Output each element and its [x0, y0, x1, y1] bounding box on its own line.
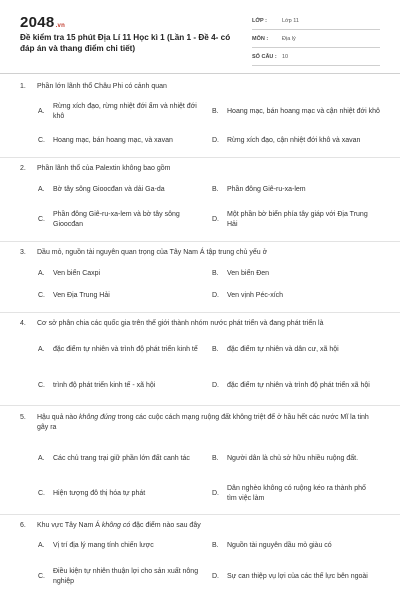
logo-suffix: .vn	[55, 23, 66, 29]
question-number: 2.	[20, 165, 26, 172]
option-letter: B.	[212, 542, 219, 549]
option-letter: A.	[38, 346, 45, 353]
option-c[interactable]	[38, 374, 208, 398]
option-text: Rừng xích đạo, cận nhiệt đới khô và xavan	[227, 137, 361, 144]
option-letter: C.	[38, 490, 45, 497]
question-prompt-part: trong các cuộc cách mạng ruộng đất không triệt để ở hầu hết các nước Mĩ la tinh gây ra	[37, 414, 369, 431]
option-letter: B.	[212, 270, 219, 277]
option-text: Ven biển Caxpi	[53, 270, 101, 277]
option-d[interactable]	[212, 135, 382, 147]
question-number: 6.	[20, 522, 26, 529]
info-row-class	[252, 12, 380, 30]
option-text: Các chủ trang trại giữ phần lớn đất canh tác	[53, 455, 190, 462]
question-text	[20, 82, 385, 92]
option-text: Ven vịnh Péc-xích	[227, 292, 284, 299]
option-d[interactable]	[212, 482, 382, 506]
option-c[interactable]	[38, 135, 208, 147]
option-text: Hoang mạc, bán hoang mạc, và xavan	[53, 137, 173, 144]
question-prompt: Phần lớn lãnh thổ Châu Phi có cảnh quan	[37, 83, 167, 90]
option-a[interactable]	[38, 184, 208, 196]
question-text	[20, 319, 385, 329]
option-text: Người dân là chủ sở hữu nhiều ruộng đất.	[227, 455, 359, 462]
option-letter: D.	[212, 216, 219, 223]
option-text: Nguồn tài nguyên dầu mỏ giàu có	[227, 542, 332, 549]
option-c[interactable]	[38, 208, 208, 232]
info-value: 10	[282, 53, 289, 60]
option-letter: A.	[38, 542, 45, 549]
option-b[interactable]	[212, 268, 382, 280]
page-header	[0, 0, 400, 70]
option-letter: B.	[212, 186, 219, 193]
option-d[interactable]	[212, 374, 382, 398]
option-text: Ven biển Đen	[227, 270, 270, 277]
info-label: SỐ CÂU :	[252, 53, 277, 60]
question-number: 3.	[20, 249, 26, 256]
option-d[interactable]	[212, 565, 382, 589]
option-c[interactable]	[38, 290, 208, 302]
option-text: đặc điểm tự nhiên và trình độ phát triển kinh tế	[53, 346, 198, 353]
question-divider	[0, 241, 400, 242]
question-prompt-emphasis: không có	[101, 522, 131, 529]
info-label: MÔN :	[252, 35, 269, 42]
question-divider	[0, 514, 400, 515]
option-a[interactable]	[38, 540, 208, 552]
option-c[interactable]	[38, 565, 208, 589]
option-text: Vị trí địa lý mang tính chiến lược	[53, 542, 154, 549]
question-prompt: Dầu mỏ, nguồn tài nguyên quan trọng của Tây Nam Á tập trung chủ yếu ở	[37, 249, 268, 256]
option-letter: D.	[212, 573, 219, 580]
question-text	[20, 248, 385, 258]
option-letter: C.	[38, 216, 45, 223]
option-text: Ven Địa Trung Hải	[53, 292, 110, 299]
option-letter: B.	[212, 108, 219, 115]
question-divider	[0, 157, 400, 158]
option-b[interactable]	[212, 447, 382, 471]
question-prompt: Cơ sở phân chia các quốc gia trên thế giới thành nhóm nước phát triển và đang phát triển là	[37, 320, 324, 327]
option-letter: A.	[38, 270, 45, 277]
option-text: Dân nghèo không có ruộng kéo ra thành phố tìm việc làm	[227, 485, 366, 502]
question-divider	[0, 405, 400, 406]
option-letter: C.	[38, 382, 45, 389]
option-a[interactable]	[38, 338, 208, 362]
option-text: Phần đông Giê-ru-xa-lem	[227, 186, 306, 193]
option-text: Điều kiện tự nhiên thuận lợi cho sản xuất nông nghiệp	[53, 568, 199, 585]
question-prompt-emphasis: không đúng	[79, 414, 116, 421]
option-text: Rừng xích đạo, rừng nhiệt đới ẩm và nhiệt đới khô	[53, 103, 197, 120]
info-row-subject	[252, 30, 380, 48]
question-number: 1.	[20, 83, 26, 90]
option-a[interactable]	[38, 100, 208, 124]
question-prompt-part: đặc điểm nào sau đây	[130, 522, 201, 529]
option-letter: B.	[212, 346, 219, 353]
question-text	[20, 413, 385, 433]
option-a[interactable]	[38, 447, 208, 471]
option-letter: D.	[212, 292, 219, 299]
question-number: 5.	[20, 414, 26, 421]
option-d[interactable]	[212, 208, 382, 232]
logo-text: 2048	[20, 14, 55, 31]
option-letter: D.	[212, 137, 219, 144]
option-letter: B.	[212, 455, 219, 462]
option-text: Bờ tây sông Gioocđan và dải Ga-da	[53, 186, 165, 193]
option-text: đặc điểm tự nhiên và dân cư, xã hội	[227, 346, 339, 353]
option-letter: C.	[38, 137, 45, 144]
question-divider	[0, 312, 400, 313]
option-text: Sự can thiệp vụ lợi của các thế lực bên ngoài	[227, 573, 368, 580]
question-text	[20, 164, 385, 174]
option-d[interactable]	[212, 290, 382, 302]
option-c[interactable]	[38, 482, 208, 506]
option-letter: C.	[38, 573, 45, 580]
question-prompt: Phần lãnh thổ của Palextin không bao gồm	[37, 165, 171, 172]
info-value: Địa lý	[282, 35, 296, 42]
option-letter: D.	[212, 382, 219, 389]
info-value: Lớp 11	[282, 17, 299, 24]
option-b[interactable]	[212, 338, 382, 362]
option-text: Hiện tượng đô thị hóa tự phát	[53, 490, 146, 497]
option-text: Một phần bờ biển phía tây giáp với Địa Trung Hải	[227, 211, 368, 228]
option-letter: A.	[38, 108, 45, 115]
option-letter: D.	[212, 490, 219, 497]
option-b[interactable]	[212, 100, 382, 124]
info-row-count	[252, 48, 380, 66]
option-text: đặc điểm tự nhiên và trình độ phát triển xã hội	[227, 382, 370, 389]
info-box	[252, 12, 380, 66]
question-prompt	[37, 413, 377, 433]
option-text: Hoang mạc, bán hoang mạc và cận nhiệt đới khô	[227, 108, 380, 115]
question-prompt-part: Khu vực Tây Nam Á	[37, 522, 102, 529]
question-number: 4.	[20, 320, 26, 327]
option-letter: A.	[38, 455, 45, 462]
question-text	[20, 521, 385, 531]
question-prompt-part: Hậu quả nào	[37, 414, 80, 421]
page-title: Đề kiểm tra 15 phút Địa Lí 11 Học kì 1 (Lần 1 - Đề 4- có đáp án và thang điểm chi tiết)	[20, 33, 231, 53]
header-divider	[0, 73, 400, 74]
option-letter: A.	[38, 186, 45, 193]
option-b[interactable]	[212, 184, 382, 196]
option-text: Phần đông Giê-ru-xa-lem và bờ tây sông Gioocđan	[53, 211, 180, 228]
option-letter: C.	[38, 292, 45, 299]
option-b[interactable]	[212, 540, 382, 552]
option-text: trình độ phát triển kinh tế - xã hội	[53, 382, 156, 389]
site-logo[interactable]	[20, 14, 65, 31]
option-a[interactable]	[38, 268, 208, 280]
info-label: LỚP :	[252, 17, 267, 24]
